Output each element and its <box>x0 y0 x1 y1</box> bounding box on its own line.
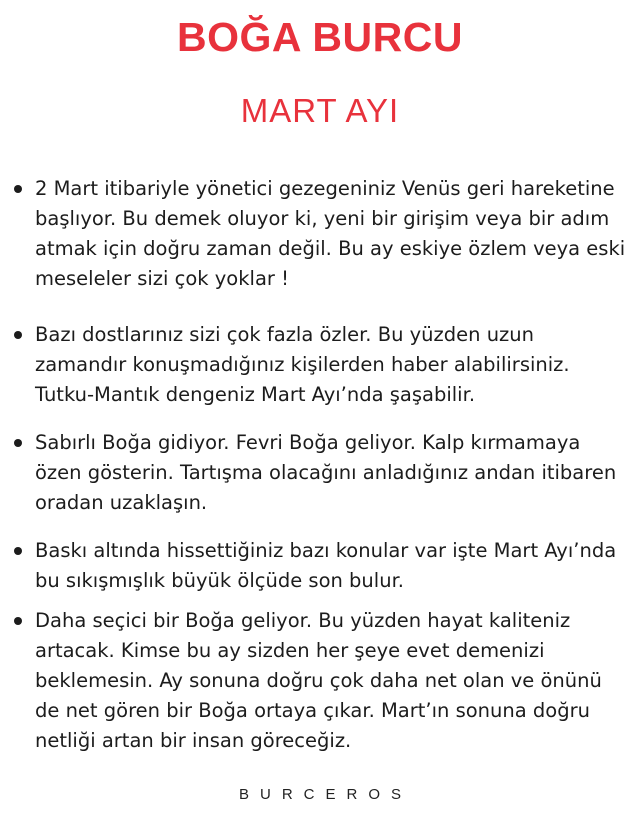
bullet-dot-icon <box>14 439 22 447</box>
list-item <box>14 428 630 518</box>
brand-footer: BURCEROS <box>238 786 412 803</box>
bullet-dot-icon <box>14 185 22 193</box>
bullet-text: Sabırlı Boğa gidiyor. Fevri Boğa geliyor. Kalp kırmamaya özen gösterin. Tartışma olacağını anladığınız andan itibaren oradan uzaklaşın. <box>35 431 617 514</box>
bullet-dot-icon <box>14 331 22 339</box>
bullet-text: Daha seçici bir Boğa geliyor. Bu yüzden hayat kaliteniz artacak. Kimse bu ay sizden her şeye evet demenizi beklemesin. Ay sonuna doğru çok daha net olan ve önünü de net gören bir Boğa ortaya çıkar. Mart’ın sonuna doğru netliği artan bir insan göreceğiz. <box>35 609 602 752</box>
bullet-dot-icon <box>14 617 22 625</box>
bullet-text: Bazı dostlarınız sizi çok fazla özler. Bu yüzden uzun zamandır konuşmadığınız kişilerden haber alabilirsiniz. Tutku-Mantık dengeniz Mart Ayı’nda şaşabilir. <box>35 323 570 406</box>
bullet-text: Baskı altında hissettiğiniz bazı konular var işte Mart Ayı’nda bu sıkışmışlık büyük ölçüde son bulur. <box>35 539 617 592</box>
page-title: BOĞA BURCU <box>177 14 463 60</box>
bullet-dot-icon <box>14 547 22 555</box>
list-item <box>14 606 630 756</box>
list-item <box>14 536 630 596</box>
list-item <box>14 174 630 294</box>
page-subtitle: MART AYI <box>240 92 400 129</box>
list-item <box>14 320 630 410</box>
bullet-text: 2 Mart itibariyle yönetici gezegeniniz Venüs geri hareketine başlıyor. Bu demek oluyor ki, yeni bir girişim veya bir adım atmak için doğru zaman değil. Bu ay eskiye özlem veya eski meseleler sizi çok yoklar ! <box>35 177 626 290</box>
